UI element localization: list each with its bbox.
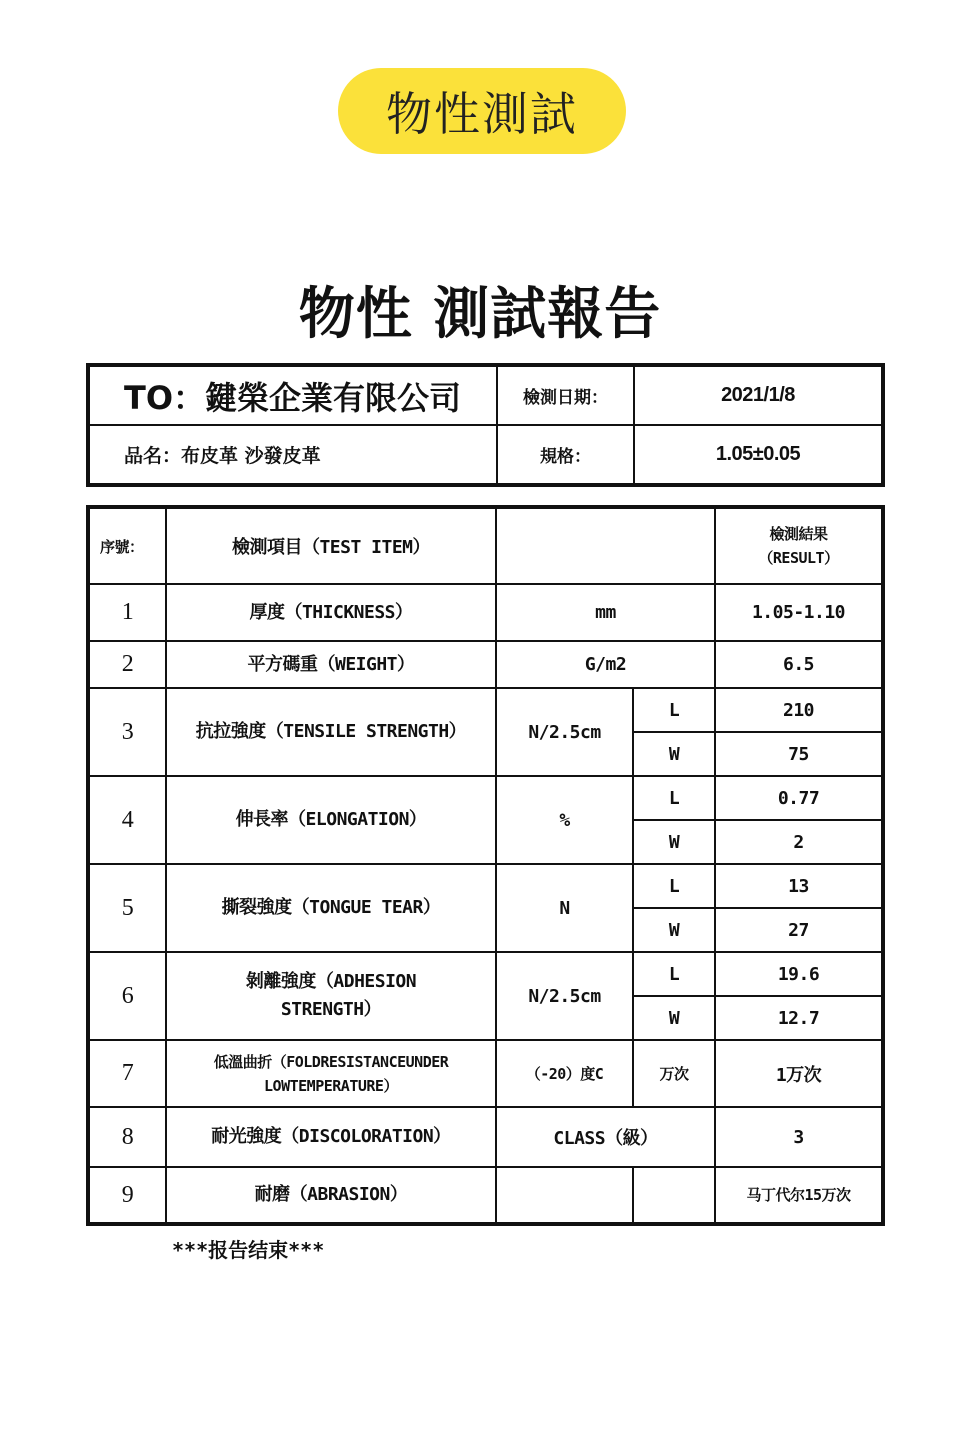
test-unit: CLASS（級）: [496, 1107, 715, 1167]
test-result: 1.05-1.10: [715, 584, 883, 641]
row-number: 8: [88, 1107, 166, 1167]
direction-label: L: [633, 688, 715, 732]
row-number: 6: [88, 952, 166, 1040]
unit-column-header: [496, 507, 715, 584]
test-item: 耐磨（ABRASION）: [166, 1167, 496, 1224]
test-item: 平方碼重（WEIGHT）: [166, 641, 496, 688]
table-row: [88, 688, 883, 732]
seq-column-header: 序號：: [88, 507, 166, 584]
test-result: 210: [715, 688, 883, 732]
table-header-row: [88, 507, 883, 584]
test-result: 19.6: [715, 952, 883, 996]
row-number: 3: [88, 688, 166, 776]
test-unit: N/2.5cm: [496, 688, 633, 776]
test-result: 27: [715, 908, 883, 952]
test-item: 伸長率（ELONGATION）: [166, 776, 496, 864]
test-item: 撕裂強度（TONGUE TEAR）: [166, 864, 496, 952]
test-unit: mm: [496, 584, 715, 641]
report-title: 物性 測試報告: [298, 282, 662, 347]
test-result: 6.5: [715, 641, 883, 688]
test-unit: G/m2: [496, 641, 715, 688]
table-row: [88, 776, 883, 820]
recipient-cell: [88, 365, 497, 425]
test-item: 厚度（THICKNESS）: [166, 584, 496, 641]
row-number: 9: [88, 1167, 166, 1224]
table-row: [88, 864, 883, 908]
table-row: [88, 641, 883, 688]
spec-label: 規格：: [497, 425, 634, 485]
test-result: 2: [715, 820, 883, 864]
table-row: [88, 952, 883, 996]
test-date-value: 2021/1/8: [634, 365, 883, 425]
test-result: 75: [715, 732, 883, 776]
row-number: 4: [88, 776, 166, 864]
test-unit: N: [496, 864, 633, 952]
table-row: [88, 1167, 883, 1224]
test-unit: （-20）度C: [496, 1040, 633, 1107]
test-results-table: [86, 505, 885, 1226]
row-number: 7: [88, 1040, 166, 1107]
direction-label: W: [633, 732, 715, 776]
test-item: 低溫曲折（FOLDRESISTANCEUNDER LOWTEMPERATURE）: [166, 1040, 496, 1107]
test-item: 耐光強度（DISCOLORATION）: [166, 1107, 496, 1167]
direction-label: L: [633, 864, 715, 908]
test-unit-extra: 万次: [633, 1040, 715, 1107]
report-header-table: [86, 363, 885, 487]
test-result: 3: [715, 1107, 883, 1167]
direction-label: L: [633, 952, 715, 996]
to-label: TO：: [124, 378, 206, 417]
product-name: 布皮革 沙發皮革: [181, 445, 321, 467]
row-number: 1: [88, 584, 166, 641]
test-item: 剝離強度（ADHESION STRENGTH）: [166, 952, 496, 1040]
table-row: [88, 1107, 883, 1167]
test-unit-extra: [633, 1167, 715, 1224]
test-result: 13: [715, 864, 883, 908]
test-date-label: 檢測日期：: [497, 365, 634, 425]
test-result: 12.7: [715, 996, 883, 1040]
result-column-header: 檢測結果 （RESULT）: [715, 507, 883, 584]
test-result: 0.77: [715, 776, 883, 820]
table-row: [88, 584, 883, 641]
test-unit: N/2.5cm: [496, 952, 633, 1040]
test-item: 抗拉強度（TENSILE STRENGTH）: [166, 688, 496, 776]
row-number: 2: [88, 641, 166, 688]
item-column-header: 檢測項目（TEST ITEM）: [166, 507, 496, 584]
test-result: 马丁代尔15万次: [715, 1167, 883, 1224]
test-unit: [496, 1167, 633, 1224]
test-unit: %: [496, 776, 633, 864]
direction-label: W: [633, 996, 715, 1040]
test-result: 1万次: [715, 1040, 883, 1107]
direction-label: W: [633, 908, 715, 952]
direction-label: W: [633, 820, 715, 864]
report-end-note: ***报告结束***: [172, 1238, 325, 1262]
company-name: 鍵榮企業有限公司: [205, 378, 462, 417]
row-number: 5: [88, 864, 166, 952]
section-badge: 物性測試: [338, 68, 626, 154]
direction-label: L: [633, 776, 715, 820]
table-row: [88, 1040, 883, 1107]
product-cell: [88, 425, 497, 485]
product-label: 品名：: [124, 445, 182, 467]
spec-value: 1.05±0.05: [634, 425, 883, 485]
